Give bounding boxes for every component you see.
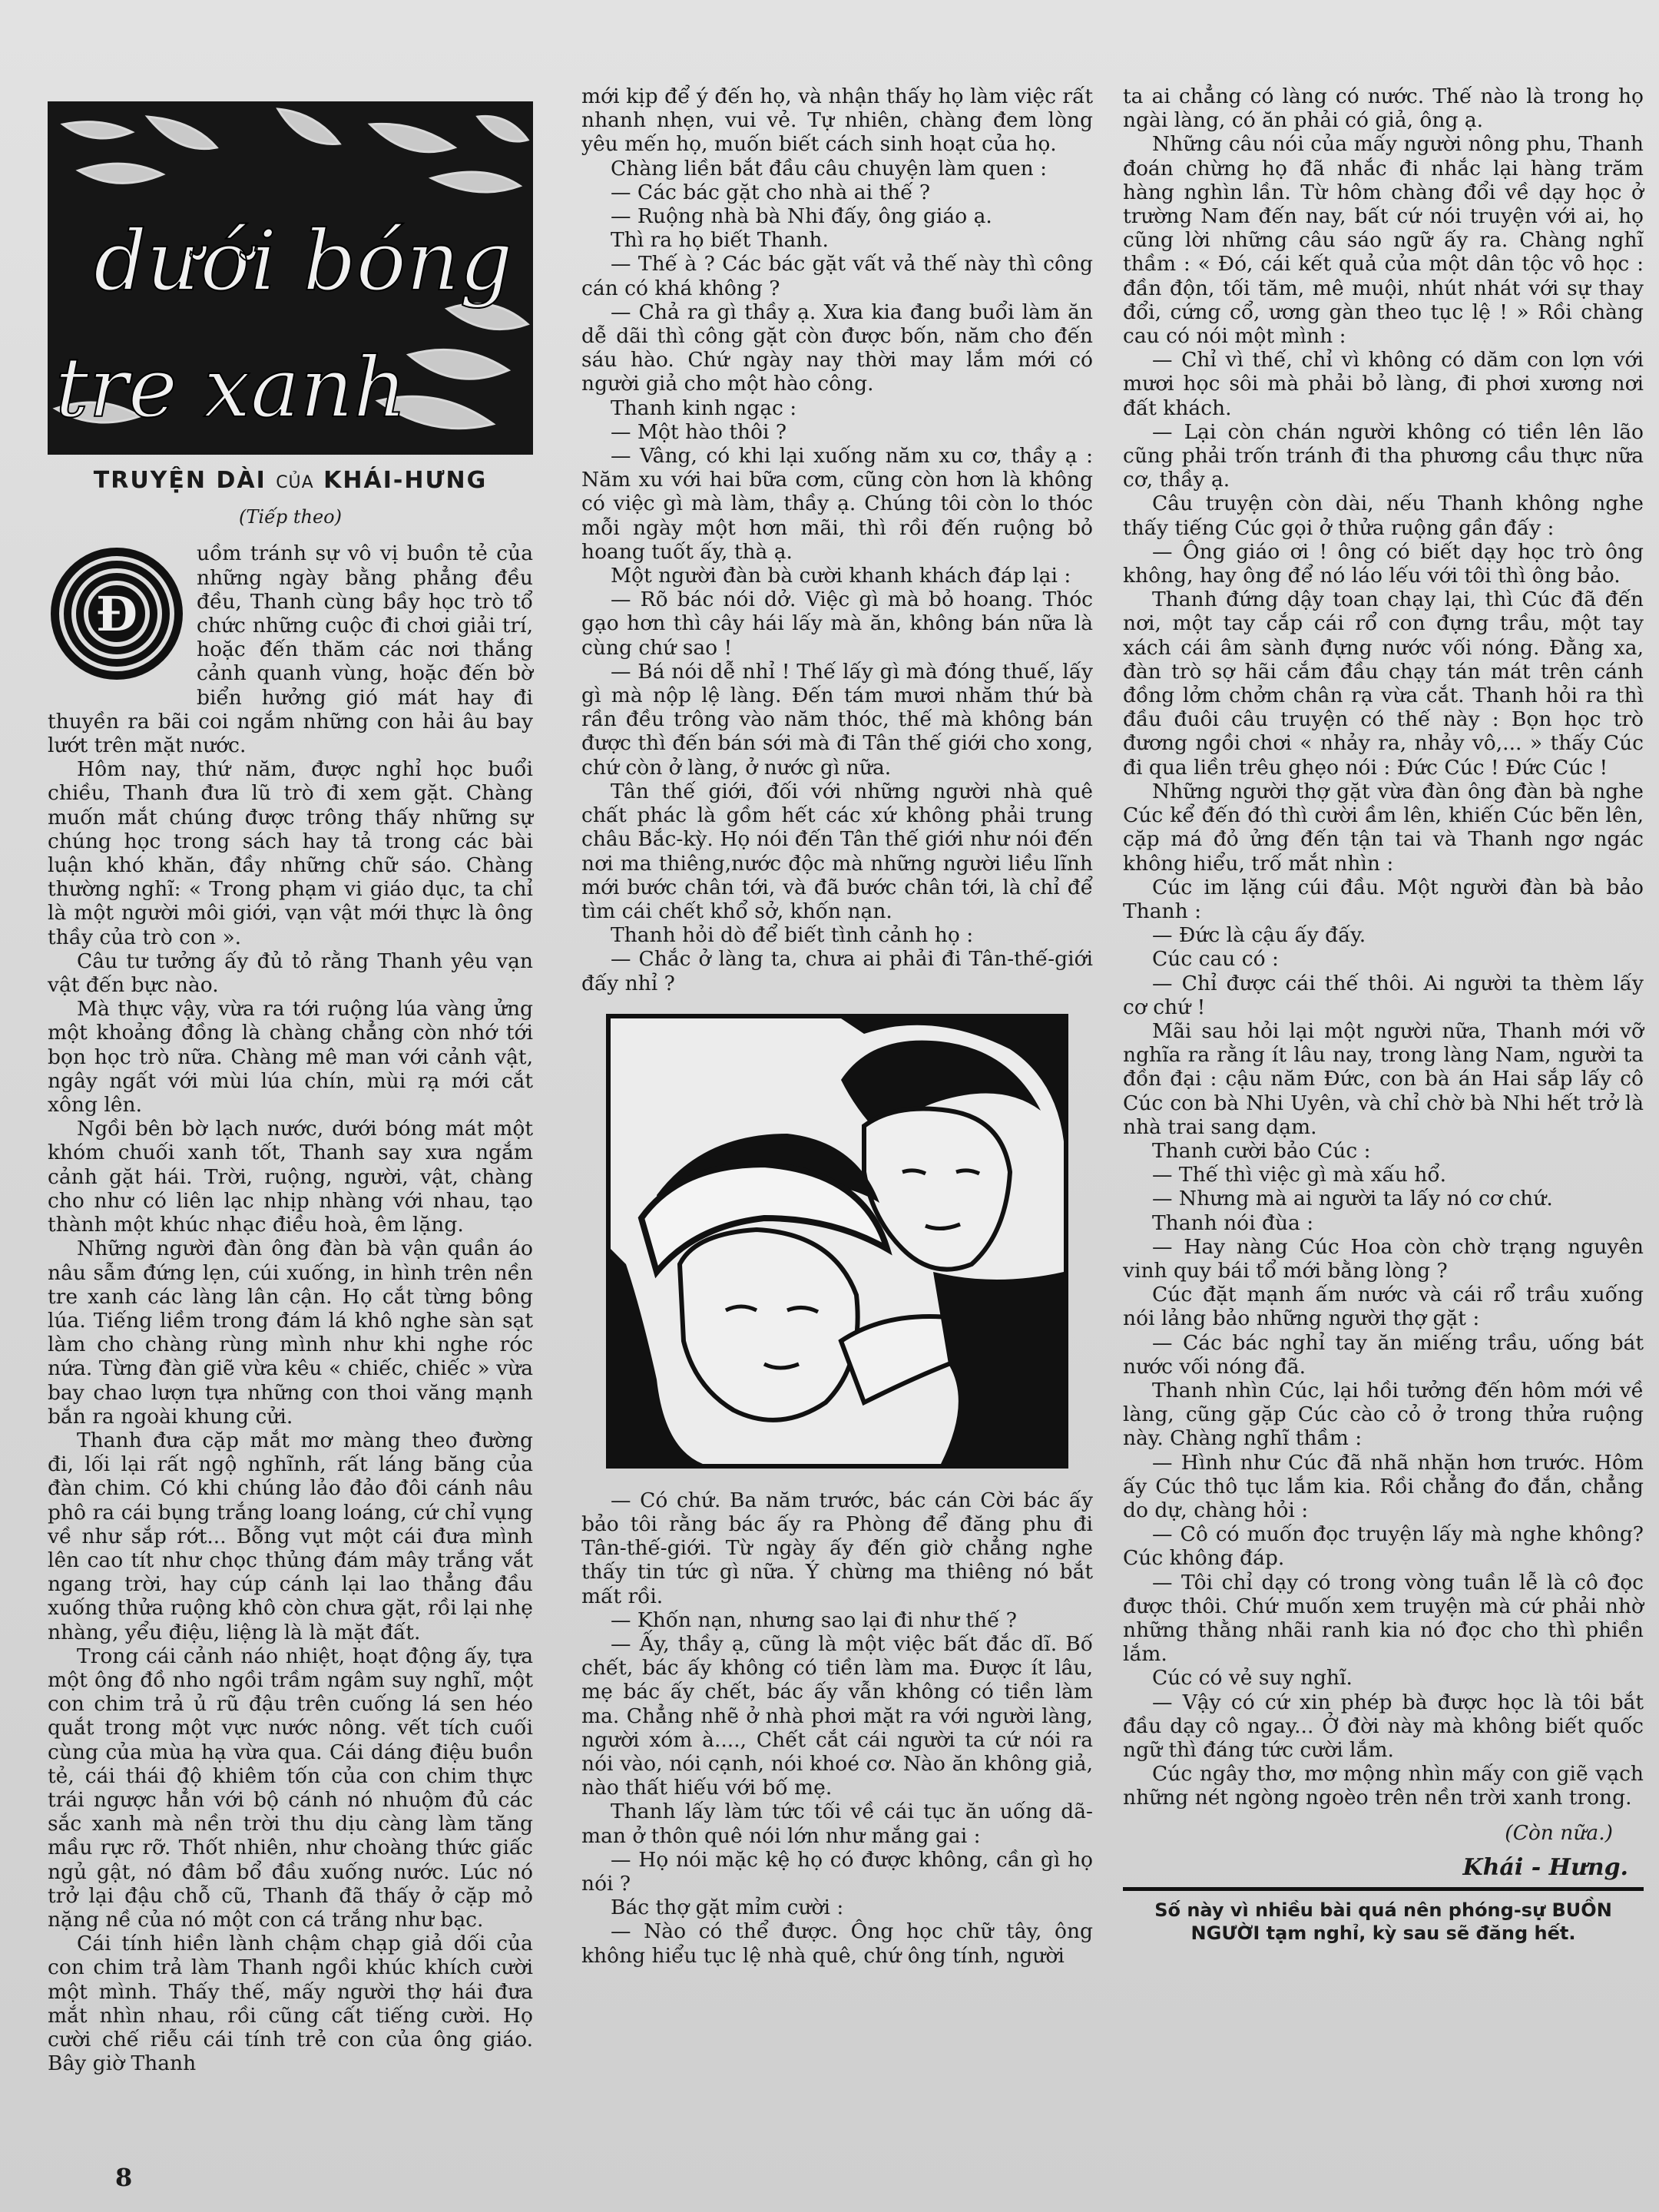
paragraph: Thanh đưa cặp mắt mơ màng theo đường đi, lối lại rất ngộ nghĩnh, rất láng băng của đàn chim. Có khi chúng lảo đảo đôi cánh nâu phô ra cái bụng trắng loang loáng, cứ chỉ vụng về như sắp rớt... Bỗng vụt một cái đưa mình lên cao tít như chọc thủng đám mây trắng vắt ngang trời, hay cúp cánh lại lao thẳng đầu xuống thửa ruộng khô còn chưa gặt, rồi lại nhẹ nhàng, yểu điệu, liệng là là mặt đất. (48, 1428, 533, 1644)
paragraph: Cúc cau có : (1152, 947, 1279, 972)
column-2 (581, 84, 1093, 1968)
paragraph: — Cô có muốn đọc truyện lấy mà nghe không? Cúc không đáp. (1123, 1522, 1644, 1571)
woodcut-illustration (606, 1014, 1068, 1469)
paragraph: — Lại còn chán người không có tiền lên lão cũng phải trốn tránh đi tha phương cầu thực nữa cơ, thầy ạ. (1123, 419, 1644, 492)
paragraph: Những câu nói của mấy người nông phu, Thanh đoán chừng họ đã nhắc đi nhắc lại hàng trăm hàng nghìn lần. Từ hôm chàng đổi về dạy học ở trường Nam đến nay, bất cứ nói truyện với ai, họ cũng lời những câu sáo ngữ ấy ra. Chàng nghĩ thầm : « Đó, cái kết quả của một dân tộc vô học : đần độn, tối tăm, mê muội, nhút nhát với sự thay đổi, cứng cổ, ương gàn theo tục lệ ! » Rồi chàng cau có nói một mình : (1123, 132, 1644, 349)
paragraph: Hôm nay, thứ năm, được nghỉ học buổi chiều, Thanh đưa lũ trò đi xem gặt. Chàng muốn mắt chúng được trông thấy những sự chúng học trong sách hay tả trong các bài luận khó khăn, đầy những chữ sáo. Chàng thường nghĩ: « Trong phạm vi giáo dục, ta chỉ là một người môi giới, vạn vật mới thực là ông thầy của trò con ». (48, 757, 533, 949)
paragraph: Thanh nói đùa : (1152, 1210, 1314, 1235)
paragraph: — Khốn nạn, nhưng sao lại đi như thế ? (611, 1608, 1018, 1632)
paragraph: Bác thợ gặt mỉm cười : (611, 1896, 844, 1920)
series-label: TRUYỆN DÀI (93, 467, 267, 494)
editor-notice: Số này vì nhiều bài quá nên phóng-sự BUỒN NGƯỜI tạm nghỉ, kỳ sau sẽ đăng hết. (1154, 1899, 1612, 1945)
portrait-illustration (611, 1018, 1064, 1464)
paragraph: — Chắc ở làng ta, chưa ai phải đi Tân-thế-giới đấy nhỉ ? (581, 947, 1093, 995)
paragraph: — Một hào thôi ? (611, 419, 787, 444)
title-illustration (48, 101, 533, 455)
svg-text:dưới bóng: dưới bóng (94, 214, 513, 310)
paragraph: — Ruộng nhà bà Nhi đấy, ông giáo ạ. (611, 204, 992, 229)
paragraph: — Thế thì việc gì mà xấu hổ. (1152, 1163, 1446, 1187)
paragraph: Câu truyện còn dài, nếu Thanh không nghe thấy tiếng Cúc gọi ở thửa ruộng gần đấy : (1123, 492, 1644, 540)
dropcap-letter: Đ (95, 586, 138, 643)
column-3 (1123, 84, 1644, 1945)
paragraph: ta ai chẳng có làng có nước. Thế nào là trong họ ngài làng, có ăn phải có giả, ông ạ. (1123, 84, 1644, 133)
paragraph: Cúc đặt mạnh ấm nước và cái rổ trầu xuống nói lảng bảo những người thợ gặt : (1123, 1283, 1644, 1331)
paragraph: Một người đàn bà cười khanh khách đáp lại : (611, 564, 1071, 588)
to-be-continued: (Còn nữa.) (1505, 1820, 1613, 1845)
author-signature: Khái - Hưng. (1462, 1853, 1628, 1881)
paragraph: — Họ nói mặc kệ họ có được không, cần gì họ nói ? (581, 1847, 1093, 1896)
paragraph: Mà thực vậy, vừa ra tới ruộng lúa vàng ửng một khoảng đồng là chàng chẳng còn nhớ tới bọn học trò nữa. Chàng mê man với cảnh vật, ngây ngất với mùi lúa chín, mùi rạ mới cắt xông lên. (48, 997, 533, 1118)
paragraph: — Ấy, thầy ạ, cũng là một việc bất đắc dĩ. Bố chết, bác ấy không có tiền làm ma. Được ít lâu, mẹ bác ấy chết, bác ấy vẫn không có tiền làm ma. Chẳng nhẽ ở nhà phơi mặt ra với người làng, người xóm à...., Chết cắt cái người ta cứ nói ra nói vào, nói cạnh, nói khoé cơ. Nào ăn không giả, nào thất hiếu với bố mẹ. (581, 1631, 1093, 1800)
continued-label: (Tiếp theo) (239, 506, 342, 528)
paragraph: Tân thế giới, đối với những người nhà quê chất phác là gồm hết các xứ không phải trung châu Bắc-kỳ. Họ nói đến Tân thế giới như nói đến nơi ma thiêng,nước độc mà những người liều lĩnh mới bước chân tới, và đã bước chân tới, là chỉ để tìm cái chết khổ sở, khốn nạn. (581, 779, 1093, 923)
paragraph: — Chỉ được cái thế thôi. Ai người ta thèm lấy cơ chứ ! (1123, 971, 1644, 1019)
paragraph: — Chả ra gì thầy ạ. Xưa kia đang buổi làm ăn dễ dãi thì công gặt còn được bốn, năm cho đến sáu hào. Chứ ngày nay thời may lắm mới có người giả cho một hào công. (581, 300, 1093, 396)
paragraph: Thanh nhìn Cúc, lại hồi tưởng đến hôm mới về làng, cũng gặp Cúc cào cỏ ở trong thửa ruộng này. Chàng nghĩ thầm : (1123, 1378, 1644, 1451)
bamboo-title-art (48, 101, 533, 455)
paragraph: — Nhưng mà ai người ta lấy nó cơ chứ. (1152, 1187, 1553, 1211)
paragraph: Những người đàn ông đàn bà vận quần áo nâu sẫm đứng lẹn, cúi xuống, in hình trên nền tre xanh các làng lân cận. Họ cắt từng bông lúa. Tiếng liềm trong đám lá khô nghe sàn sạt làm cho chàng rùng mình như khi nghe róc nứa. Từng đàn giẽ vừa kêu « chiếc, chiếc » vừa bay chao lượn tựa những con thoi văng mạnh bắn ra ngoài khung cửi. (48, 1237, 533, 1429)
paragraph: — Có chứ. Ba năm trước, bác cán Cời bác ấy bảo tôi rằng bác ấy ra Phòng để đăng phu đi Tân-thế-giới. Từ ngày ấy đến giờ chẳng nghe thấy tin tức gì nữa. Ý chừng ma thiêng nó bắt mất rồi. (581, 1488, 1093, 1608)
paragraph: Câu tư tưởng ấy đủ tỏ rằng Thanh yêu vạn vật đến bực nào. (48, 949, 533, 998)
paragraph: Thanh kinh ngạc : (611, 396, 797, 420)
paragraph: — Chỉ vì thế, chỉ vì không có dăm con lợn với mươi học sôi mà phải bỏ làng, đi phơi xương nơi đất khách. (1123, 348, 1644, 420)
paragraph: — Thế à ? Các bác gặt vất vả thế này thì công cán có khá không ? (581, 252, 1093, 300)
paragraph: — Các bác gặt cho nhà ai thế ? (611, 180, 931, 204)
series-author: KHÁI-HƯNG (323, 467, 488, 494)
paragraph: Cúc im lặng cúi đầu. Một người đàn bà bảo Thanh : (1123, 875, 1644, 923)
dropcap-ornament (48, 545, 186, 683)
paragraph: — Nào có thể được. Ông học chữ tây, ông không hiểu tục lệ nhà quê, chứ ông tính, người (581, 1919, 1093, 1968)
column-1 (48, 77, 533, 2075)
paragraph: — Đức là cậu ấy đấy. (1152, 923, 1366, 948)
paragraph: Ngồi bên bờ lạch nước, dưới bóng mát một khóm chuối xanh tốt, Thanh say xưa ngắm cảnh gặt hái. Trời, ruộng, người, vật, chàng cho như có liên lạc nhịp nhàng với nhau, tạo thành một khúc nhạc điều hoà, êm lặng. (48, 1117, 533, 1237)
divider (1123, 1887, 1644, 1891)
paragraph: — Các bác nghỉ tay ăn miếng trầu, uống bát nước vối nóng đã. (1123, 1330, 1644, 1379)
paragraph: — Hình như Cúc đã nhã nhặn hơn trước. Hôm ấy Cúc thô tục lắm kia. Rồi chẳng đo đắn, chẳng do dự, chàng hỏi : (1123, 1450, 1644, 1522)
series-label-of: CỦA (276, 473, 314, 492)
paragraph: — Tôi chỉ dạy có trong vòng tuần lễ là cô đọc được thôi. Chứ muốn xem truyện mà cứ phải nhờ những thằng nhãi ranh kia nó đọc cho thì phiền lắm. (1123, 1570, 1644, 1667)
paragraph: mới kịp để ý đến họ, và nhận thấy họ làm việc rất nhanh nhẹn, vui vẻ. Tự nhiên, chàng đem lòng yêu mến họ, muốn biết cách sinh hoạt của họ. (581, 84, 1093, 157)
paragraph: Cúc có vẻ suy nghĩ. (1152, 1666, 1353, 1690)
paragraph: — Vậy có cứ xin phép bà được học là tôi bắt đầu dạy cô ngay... Ở đời này mà không biết quốc ngữ thì đáng tức cười lắm. (1123, 1690, 1644, 1763)
paragraph: — Rõ bác nói dở. Việc gì mà bỏ hoang. Thóc gạo hơn thì cây hái lấy mà ăn, không bán nữa là cùng chứ sao ! (581, 588, 1093, 660)
paragraph: Thì ra họ biết Thanh. (611, 228, 829, 253)
opening-paragraph (48, 541, 533, 757)
paragraph: Thanh lấy làm tức tối về cái tục ăn uống dã-man ở thôn quê nói lớn như mắng gai : (581, 1800, 1093, 1848)
paragraph: Thanh hỏi dò để biết tình cảnh họ : (611, 923, 974, 948)
paragraph: — Ông giáo ơi ! ông có biết dạy học trò ông không, hay ông để nó láo lếu với tôi thì ông bảo. (1123, 539, 1644, 588)
paragraph: Trong cái cảnh náo nhiệt, hoạt động ấy, tựa một ông đồ nho ngồi trầm ngâm suy nghĩ, một con chim trả ủ rũ đậu trên cuống lá sen héo quắt trong một vực nước nông. vết tích cuối cùng của mùa hạ vừa qua. Cái dáng điệu buồn tẻ, cái thái độ khiêm tốn của con chim thực trái ngược hẳn với bộ cánh nó nhuộm đủ các sắc xanh mà nền trời thu dịu càng làm tăng mầu rực rỡ. Thốt nhiên, như choàng thức giấc ngủ gật, nó đâm bổ đầu xuống nước. Lúc nó trở lại đậu chỗ cũ, Thanh đã thấy ở cặp mỏ nặng nề của nó một con cá trắng như bạc. (48, 1644, 533, 1932)
paragraph: Thanh đứng dậy toan chạy lại, thì Cúc đã đến nơi, một tay cắp cái rổ con đựng trầu, một tay xách cái âm sành đựng nước vối nóng. Đằng xa, đàn trò sợ hãi cắm đầu chạy tán mát trên cánh đồng lởm chởm chân rạ vừa cắt. Thanh hỏi ra thì đầu đuôi câu truyện có thế này : Bọn học trò đương ngồi chơi « nhảy ra, nhảy vô,... » thấy Cúc đi qua liền trêu ghẹo nói : Đức Cúc ! Đức Cúc ! (1123, 588, 1644, 780)
paragraph: uồm tránh sự vô vị buồn tẻ của những ngày bằng phẳng đều đều, Thanh cùng bầy học trò tổ chức những cuộc đi chơi giải trí, hoặc đến thăm các nơi thắng cảnh quanh vùng, hoặc đến bờ biển hưởng gió mát hay đi thuyền ra bãi coi ngắm những con hải âu bay lướt trên mặt nước. (48, 541, 533, 758)
svg-text:tre xanh: tre xanh (55, 340, 407, 436)
paragraph: Mãi sau hỏi lại một người nữa, Thanh mới vỡ nghĩa ra rằng ít lâu nay, trong làng Nam, người ta đồn đại : cậu năm Đức, con bà án Hai sắp lấy cô Cúc con bà Nhi Uyên, và chỉ chờ bà Nhi hết trở là nhà trai sang dạm. (1123, 1018, 1644, 1139)
paragraph: Thanh cười bảo Cúc : (1152, 1138, 1371, 1163)
paragraph: Cái tính hiền lành chậm chạp giả dối của con chim trả làm Thanh ngồi khúc khích cười một mình. Thấy thế, mấy người thợ hái đưa mắt nhìn nhau, rồi cũng cất tiếng cười. Họ cười chế riễu cái tính trẻ con của ông giáo. Bây giờ Thanh (48, 1932, 533, 2076)
paragraph: Chàng liền bắt đầu câu chuyện làm quen : (611, 156, 1048, 180)
paragraph: Cúc ngây thơ, mơ mộng nhìn mấy con giẽ vạch những nét ngòng ngoèo trên nền trời xanh trong. (1123, 1762, 1644, 1810)
paragraph: Những người thợ gặt vừa đàn ông đàn bà nghe Cúc kể đến đó thì cười ầm lên, khiến Cúc bẽn lên, cặp má đỏ ửng đến tận tai và Thanh ngơ ngác không hiểu, trố mắt nhìn : (1123, 779, 1644, 876)
series-heading (48, 469, 533, 495)
paragraph: — Vâng, có khi lại xuống năm xu cơ, thầy ạ : Năm xu với hai bữa cơm, cũng còn hơn là không có việc gì mà làm, thầy ạ. Chúng tôi còn lo thóc mỗi ngày một hơn mãi, thì rồi đến ruộng bỏ hoang tuốt ấy, thà ạ. (581, 444, 1093, 564)
paragraph: — Hay nàng Cúc Hoa còn chờ trạng nguyên vinh quy bái tổ mới bằng lòng ? (1123, 1234, 1644, 1283)
page-number: 8 (115, 2163, 133, 2192)
paragraph: — Bá nói dễ nhỉ ! Thế lấy gì mà đóng thuế, lấy gì mà nộp lệ làng. Đến tám mươi nhăm thứ bà rần đều trông vào năm thóc, thế mà không bán được thì đến bán sới mà đi Tân thế giới cho xong, chứ còn ở làng, ở nước gì nữa. (581, 659, 1093, 780)
